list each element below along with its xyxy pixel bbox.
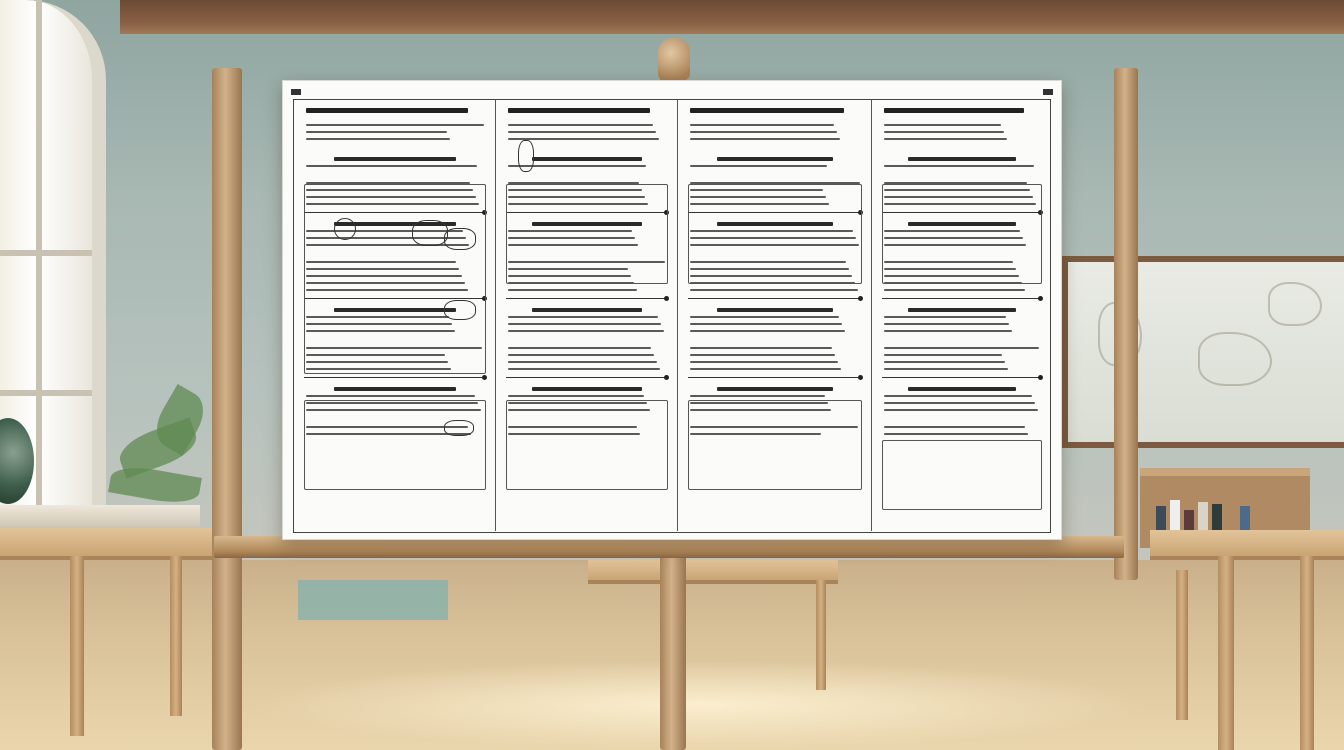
text-line bbox=[508, 361, 657, 363]
poster-content bbox=[293, 99, 1051, 533]
divider-arrow bbox=[688, 377, 862, 378]
content-box bbox=[688, 400, 862, 490]
text-line bbox=[690, 289, 858, 291]
text-line bbox=[508, 131, 656, 133]
section-title-scribble bbox=[532, 157, 641, 161]
text-line bbox=[508, 316, 658, 318]
divider-arrow bbox=[506, 298, 668, 299]
divider-arrow bbox=[506, 377, 668, 378]
board-sketch bbox=[1268, 282, 1322, 326]
diagram-doodle bbox=[518, 140, 534, 172]
column-heading-scribble bbox=[306, 108, 468, 113]
easel-right-post bbox=[1114, 68, 1138, 580]
arrow-head bbox=[858, 296, 863, 301]
column-heading-scribble bbox=[884, 108, 1024, 113]
arrow-head bbox=[1038, 296, 1043, 301]
text-line bbox=[690, 361, 838, 363]
desk-left bbox=[0, 528, 220, 560]
arrow-head bbox=[482, 375, 487, 380]
text-line bbox=[690, 131, 837, 133]
poster-column bbox=[678, 100, 872, 531]
text-line bbox=[690, 165, 827, 167]
text-line bbox=[690, 368, 841, 370]
desk-leg bbox=[1218, 556, 1234, 750]
window-transom bbox=[0, 250, 92, 256]
arrow-head bbox=[664, 296, 669, 301]
text-line bbox=[884, 138, 1007, 140]
text-line bbox=[690, 323, 842, 325]
text-line bbox=[306, 165, 477, 167]
text-line bbox=[306, 395, 475, 397]
text-line bbox=[306, 124, 484, 126]
ceiling-molding bbox=[120, 0, 1344, 34]
infographic-poster bbox=[282, 80, 1062, 540]
text-line bbox=[508, 330, 664, 332]
board-sketch bbox=[1198, 332, 1272, 386]
desk-center bbox=[588, 560, 838, 584]
text-line bbox=[690, 124, 834, 126]
text-line bbox=[884, 316, 1006, 318]
section-title-scribble bbox=[532, 308, 641, 312]
divider-arrow bbox=[688, 298, 862, 299]
text-line bbox=[884, 330, 1012, 332]
desk-leg bbox=[170, 556, 182, 716]
easel-top-knob bbox=[658, 38, 690, 80]
section-title-scribble bbox=[717, 387, 833, 391]
diagram-doodle bbox=[444, 228, 476, 250]
text-line bbox=[884, 347, 1039, 349]
content-box bbox=[506, 400, 668, 490]
arrow-head bbox=[858, 375, 863, 380]
poster-corner-mark bbox=[1043, 89, 1053, 95]
section-title-scribble bbox=[334, 157, 455, 161]
text-line bbox=[690, 316, 839, 318]
section-title-scribble bbox=[717, 308, 833, 312]
text-line bbox=[508, 124, 653, 126]
content-box bbox=[506, 184, 668, 284]
section-title-scribble bbox=[334, 387, 455, 391]
desk-leg bbox=[816, 580, 826, 690]
sunlight-patch bbox=[250, 660, 1150, 750]
diagram-doodle bbox=[444, 300, 476, 320]
divider-arrow bbox=[882, 377, 1042, 378]
text-line bbox=[884, 323, 1009, 325]
text-line bbox=[508, 138, 659, 140]
desk-right bbox=[1150, 530, 1344, 560]
text-line bbox=[508, 368, 660, 370]
text-line bbox=[884, 433, 1028, 435]
text-line bbox=[690, 354, 835, 356]
section-title-scribble bbox=[908, 308, 1016, 312]
text-line bbox=[884, 361, 1005, 363]
content-box bbox=[882, 184, 1042, 284]
window-sill bbox=[0, 505, 200, 527]
text-line bbox=[884, 395, 1032, 397]
section-title-scribble bbox=[908, 157, 1016, 161]
easel-left-post bbox=[212, 68, 242, 750]
text-line bbox=[508, 323, 661, 325]
arrow-head bbox=[1038, 375, 1043, 380]
text-line bbox=[306, 138, 450, 140]
text-line bbox=[884, 426, 1025, 428]
window-transom-lower bbox=[0, 390, 92, 396]
poster-column bbox=[872, 100, 1052, 531]
diagram-doodle bbox=[412, 220, 448, 246]
text-line bbox=[884, 354, 1002, 356]
section-title-scribble bbox=[532, 387, 641, 391]
text-line bbox=[508, 289, 637, 291]
content-box bbox=[688, 184, 862, 284]
wall-whiteboard bbox=[1062, 256, 1344, 448]
poster-column bbox=[294, 100, 496, 531]
chair-leg bbox=[1176, 570, 1188, 720]
text-line bbox=[690, 138, 840, 140]
desk-leg bbox=[70, 556, 84, 736]
text-line bbox=[884, 409, 1038, 411]
poster-corner-mark bbox=[291, 89, 301, 95]
section-title-scribble bbox=[908, 387, 1016, 391]
divider-arrow bbox=[304, 377, 486, 378]
text-line bbox=[306, 131, 447, 133]
text-line bbox=[884, 165, 1034, 167]
content-box bbox=[304, 400, 486, 490]
text-line bbox=[884, 368, 1008, 370]
poster-column bbox=[496, 100, 678, 531]
text-line bbox=[508, 354, 654, 356]
text-line bbox=[690, 395, 825, 397]
section-title-scribble bbox=[717, 157, 833, 161]
diagram-doodle bbox=[334, 218, 356, 240]
diagram-doodle bbox=[444, 420, 474, 436]
text-line bbox=[508, 395, 644, 397]
arrow-head bbox=[664, 375, 669, 380]
text-line bbox=[884, 402, 1035, 404]
window-mullion bbox=[36, 0, 42, 520]
column-heading-scribble bbox=[690, 108, 844, 113]
text-line bbox=[884, 124, 1001, 126]
text-line bbox=[690, 347, 832, 349]
content-box bbox=[882, 440, 1042, 510]
text-line bbox=[884, 131, 1004, 133]
text-line bbox=[508, 347, 651, 349]
chair-back bbox=[298, 580, 448, 620]
content-box bbox=[304, 184, 486, 374]
desk-leg bbox=[1300, 556, 1314, 750]
divider-arrow bbox=[882, 298, 1042, 299]
column-heading-scribble bbox=[508, 108, 650, 113]
text-line bbox=[884, 289, 1025, 291]
text-line bbox=[690, 330, 845, 332]
